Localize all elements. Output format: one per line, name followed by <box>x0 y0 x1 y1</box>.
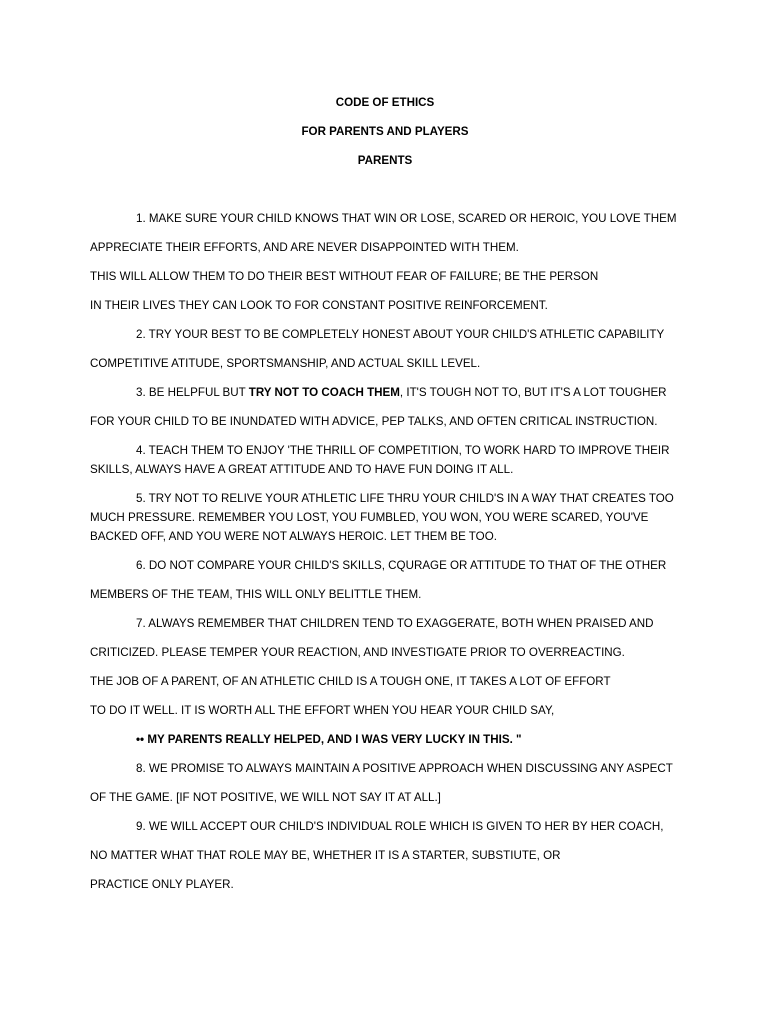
item-7-line-3: THE JOB OF A PARENT, OF AN ATHLETIC CHILD IS A TOUGH ONE, IT TAKES A LOT OF EFFORT <box>90 675 611 688</box>
document-title: CODE OF ETHICS <box>335 96 435 109</box>
item-8-line-1: 8. WE PROMISE TO ALWAYS MAINTAIN A POSITIVE APPROACH WHEN DISCUSSING ANY ASPECT <box>136 762 673 775</box>
item-7-line-4: TO DO IT WELL. IT IS WORTH ALL THE EFFORT WHEN YOU HEAR YOUR CHILD SAY, <box>90 704 555 717</box>
item-2-line-2: COMPETITIVE ATITUDE, SPORTSMANSHIP, AND ACTUAL SKILL LEVEL. <box>90 357 481 370</box>
item-5-line-1: 5. TRY NOT TO RELIVE YOUR ATHLETIC LIFE THRU YOUR CHILD'S IN A WAY THAT CREATES TOO <box>136 492 674 505</box>
item-6-line-2: MEMBERS OF THE TEAM, THIS WILL ONLY BELITTLE THEM. <box>90 588 422 601</box>
item-2-line-1: 2. TRY YOUR BEST TO BE COMPLETELY HONEST ABOUT YOUR CHILD'S ATHLETIC CAPABILITY <box>136 328 665 341</box>
item-9-line-2: NO MATTER WHAT THAT ROLE MAY BE, WHETHER IT IS A STARTER, SUBSTIUTE, OR <box>90 849 561 862</box>
document-subtitle: FOR PARENTS AND PLAYERS <box>301 125 469 138</box>
item-5-line-3: BACKED OFF, AND YOU WERE NOT ALWAYS HEROIC. LET THEM BE TOO. <box>90 530 497 543</box>
item-3-text-start: 3. BE HELPFUL BUT <box>136 386 249 399</box>
item-8-line-2: OF THE GAME. [IF NOT POSITIVE, WE WILL NOT SAY IT AT ALL.] <box>90 791 441 804</box>
item-1-line-4: IN THEIR LIVES THEY CAN LOOK TO FOR CONSTANT POSITIVE REINFORCEMENT. <box>90 299 548 312</box>
item-3-line-2: FOR YOUR CHILD TO BE INUNDATED WITH ADVICE, PEP TALKS, AND OFTEN CRITICAL INSTRUCTION. <box>90 415 658 428</box>
item-1-line-1: 1. MAKE SURE YOUR CHILD KNOWS THAT WIN OR LOSE, SCARED OR HEROIC, YOU LOVE THEM <box>136 212 677 225</box>
section-heading: PARENTS <box>357 154 413 167</box>
item-1-line-3: THIS WILL ALLOW THEM TO DO THEIR BEST WITHOUT FEAR OF FAILURE; BE THE PERSON <box>90 270 599 283</box>
item-3-text-end: , IT'S TOUGH NOT TO, BUT IT'S A LOT TOUGHER <box>399 386 667 399</box>
item-7-line-2: CRITICIZED. PLEASE TEMPER YOUR REACTION, AND INVESTIGATE PRIOR TO OVERREACTING. <box>90 646 625 659</box>
child-quote: •• MY PARENTS REALLY HELPED, AND I WAS VERY LUCKY IN THIS. " <box>136 733 522 746</box>
item-5-line-2: MUCH PRESSURE. REMEMBER YOU LOST, YOU FUMBLED, YOU WON, YOU WERE SCARED, YOU'VE <box>90 511 649 524</box>
item-4-line-1: 4. TEACH THEM TO ENJOY 'THE THRILL OF COMPETITION, TO WORK HARD TO IMPROVE THEIR <box>136 444 670 457</box>
item-3-line-1 <box>136 386 667 400</box>
item-9-line-1: 9. WE WILL ACCEPT OUR CHILD'S INDIVIDUAL ROLE WHICH IS GIVEN TO HER BY HER COACH, <box>136 820 664 833</box>
item-4-line-2: SKILLS, ALWAYS HAVE A GREAT ATTITUDE AND TO HAVE FUN DOING IT ALL. <box>90 463 514 476</box>
item-3-emphasis: TRY NOT TO COACH THEM <box>248 386 400 399</box>
item-6-line-1: 6. DO NOT COMPARE YOUR CHILD'S SKILLS, CQURAGE OR ATTITUDE TO THAT OF THE OTHER <box>136 559 667 572</box>
item-1-line-2: APPRECIATE THEIR EFFORTS, AND ARE NEVER DISAPPOINTED WITH THEM. <box>90 241 519 254</box>
item-9-line-3: PRACTICE ONLY PLAYER. <box>90 878 234 891</box>
item-7-line-1: 7. ALWAYS REMEMBER THAT CHILDREN TEND TO EXAGGERATE, BOTH WHEN PRAISED AND <box>136 617 654 630</box>
